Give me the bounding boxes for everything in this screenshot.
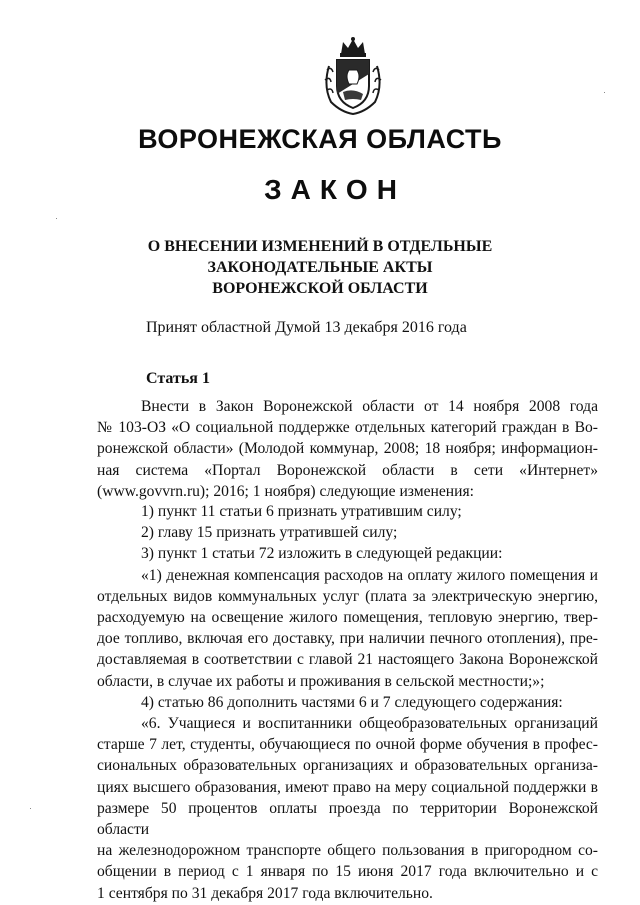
- text-line: ная система «Портал Воронежской области в сети «Интернет»: [97, 461, 598, 479]
- quoted-text-line: «1) денежная компенсация расходов на оплату жилого помещения и: [141, 566, 598, 584]
- region-title: ВОРОНЕЖСКАЯ ОБЛАСТЬ: [138, 124, 502, 154]
- quoted-text-line: размере 50 процентов оплаты проезда по территории Воронежской области: [97, 799, 598, 839]
- amendment-item: 2) главу 15 признать утратившей силу;: [141, 524, 398, 542]
- article-title: Статья 1: [146, 370, 210, 387]
- amendment-item: 4) статью 86 дополнить частями 6 и 7 следующего содержания:: [141, 693, 563, 711]
- quoted-text-line: отдельных видов коммунальных услуг (плата за электрическую энергию,: [97, 587, 598, 605]
- quoted-text-line: 1 сентября по 31 декабря 2017 года включительно.: [97, 884, 433, 902]
- law-heading-line: ЗАКОНОДАТЕЛЬНЫЕ АКТЫ: [207, 259, 433, 276]
- amendment-item: 3) пункт 1 статьи 72 изложить в следующей редакции:: [141, 545, 503, 563]
- law-heading-line: ВОРОНЕЖСКОЙ ОБЛАСТИ: [212, 280, 428, 297]
- law-heading-line: О ВНЕСЕНИИ ИЗМЕНЕНИЙ В ОТДЕЛЬНЫЕ: [147, 238, 493, 255]
- quoted-text-line: сиональных образовательных организациях и образовательных организа-: [97, 757, 598, 775]
- coat-of-arms-emblem: [321, 36, 385, 116]
- quoted-text-line: области, в случае их работы и проживания в сельской местности;»;: [97, 672, 545, 690]
- quoted-text-line: дое топливо, включая его доставку, при наличии печного отопления), пре-: [97, 630, 598, 648]
- quoted-text-line: на железнодорожном транспорте общего пользования в пригородном со-: [97, 842, 598, 860]
- adoption-note: Принят областной Думой 13 декабря 2016 года: [146, 319, 467, 336]
- scan-speck: [604, 92, 605, 93]
- amendment-item: 1) пункт 11 статьи 6 признать утратившим силу;: [141, 503, 462, 520]
- text-line: (www.govvrn.ru); 2016; 1 ноября) следующие изменения:: [97, 482, 474, 500]
- quoted-text-line: доставляемая в соответствии с главой 21 настоящего Закона Воронежской: [97, 651, 598, 669]
- text-line: № 103-ОЗ «О социальной поддержке отдельных категорий граждан в Во-: [97, 419, 598, 437]
- law-heading: [0, 236, 640, 299]
- article-amendments: [97, 501, 598, 904]
- quoted-text-line: циях высшего образования, имеют право на меру социальной поддержки в: [97, 778, 598, 796]
- scan-speck: [56, 218, 57, 219]
- quoted-text-line: расходуемую на освещение жилого помещения, тепловую энергию, твер-: [97, 609, 598, 627]
- text-line: ронежской области» (Молодой коммунар, 2008; 18 ноября; информацион-: [97, 440, 598, 458]
- scan-speck: [30, 808, 31, 809]
- quoted-text-line: общении в период с 1 января по 15 июня 2017 года включительно и с: [97, 863, 598, 881]
- text-line: Внести в Закон Воронежской области от 14 ноября 2008 года: [141, 398, 598, 415]
- article-intro-paragraph: [97, 396, 598, 502]
- document-type: ЗАКОН: [264, 174, 406, 205]
- quoted-text-line: старше 7 лет, студенты, обучающиеся по очной форме обучения в профес-: [97, 736, 598, 754]
- quoted-text-line: «6. Учащиеся и воспитанники общеобразовательных организаций: [141, 715, 598, 733]
